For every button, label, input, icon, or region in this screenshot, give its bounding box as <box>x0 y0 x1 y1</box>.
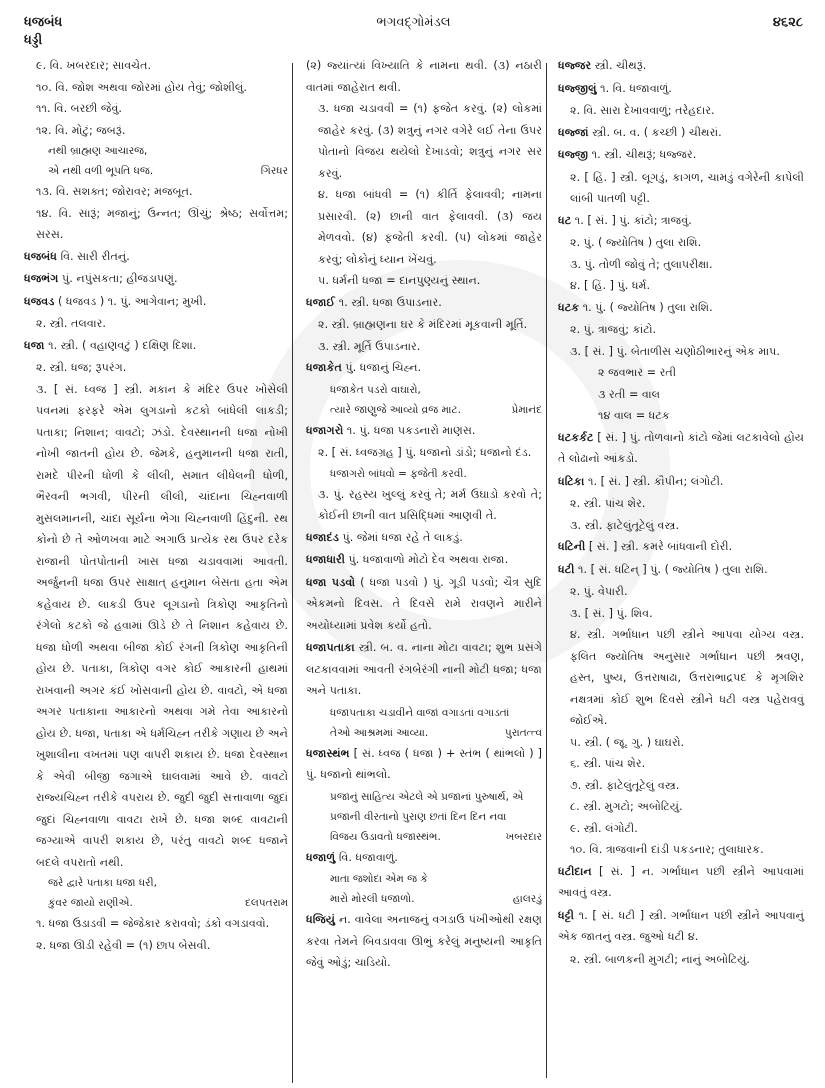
quote-line <box>330 400 542 420</box>
sense-definition: ૨. પું. ત્રાજવું; કાંટો. <box>570 323 657 336</box>
headword: ધટક <box>558 300 580 314</box>
dictionary-entry <box>306 909 542 974</box>
definition-text: ન. વાવેલા અનાજનું વગડાઉ પંખીઓથી રક્ષણ કરવા તેમને બિવડાવવા ઊભું કરેલું મનુષ્યની આકૃતિ જેવું ઓડું; ચાડિયો. <box>306 913 542 969</box>
headword: ધજિયું <box>306 913 335 926</box>
quote-source: પ્રેમાનંદ <box>511 403 542 416</box>
headword: ધટકર્કટ <box>558 430 594 444</box>
sense-definition: ૩. ધજા ચડાવવી = (૧) ફજેત કરવું. (૨) લોકમાં જાહેર કરવું. (૩) શત્રુનું નગર વગેરે લઈ તેના ઉપર પોતાનો વિજય થયેલો દેખાડવો; શત્રુનું નગર સર કરવું. <box>318 102 542 180</box>
definition-text: ૧. સ્ત્રી. ધજા ઉપાડનાર. <box>338 295 442 309</box>
sense-definition: ૩. [ સં. ] પું. શિવ. <box>570 606 653 620</box>
sense-definition: ૩. [ સં. ધ્વજ ] સ્ત્રી. મકાન કે મંદિર ઉપર ખોસેલી પવનમાં ફરફરે એમ લુગડાનો કટકો બાંધેલી લાકડી; પતાકા; નિશાન; વાવટો; ઝંડો. દેવસ્થાનની ધજા નોખી નોખી જાતની હોય છે. જેમકે, હનુમાનની ધજા રાતી, રામદે પીરની ધોળી કે લીલી, સમાત લીધેલની ધોળી, ભૈરવની ભગવી, પીરની લીલી, ચાંદાના ચિહ્નવાળી મુસલમાનની, ચાંદા સૂર્યના ભેગા ચિહ્નવાળી હિંદુની. રથ કોનો છે તે ઓળખવા માટે અગાઉ પ્રત્યેક રથ ઉપર દરેક રાજાની પોતપોતાની ખાસ ધજા ચડાવવામાં આવતી. અર્જુનની ધજા ઉપર સાક્ષાત્ હનુમાન બેસતા હતા એમ કહેવાય છે. લાકડી ઉપર લૂગડાનો ત્રિકોણ આકૃતિનો રંગેલો કટકો જે હવામાં ઊડે છે તે નિશાન કહેવાય છે. ધજા ધોળી અથવા બીજા કોઈ રંગની ત્રિકોણ આકૃતિની હોય છે. પતાકા, ત્રિકોણ વગર કોઈ આકારની હાથમાં રાખવાની અગર કંઈ ખોસવાની હોય છે. વાવટો, એ ધજા અગર પતાકાના આકારનો અથવા ગમે તેવા આકારનો હોય છે. ધજા, પતાકા એ ધર્મચિહ્ન તરીકે ગણાય છે અને ખુશાલીના વખતમાં પણ વાપરી શકાય છે. ધજા દેવસ્થાન કે એવી બીજી જગાએ ઘાલવામાં આવે છે. વાવટો રાજ્યચિહ્ન તરીકે વપરાય છે. જુદી જુદી સત્તાવાળા જુદાં જુદાં ચિહ્નવાળા વાવટા રાખે છે. ધજા શબ્દ વાવટાની જગ્યાએ વાપરી શકાય છે, પરંતુ વાવટો શબ્દ ધજાને બદલે વપરાતો નથી. <box>36 382 288 869</box>
quote-line-text: ત્યારે જાણુજે આવ્યો વ્રજ માટ. <box>330 403 461 416</box>
headword: ધજ્જાં <box>558 125 589 139</box>
quote-source: દલપતરામ <box>245 897 288 909</box>
sense-definition: ૧૪. વિ. સારૂં; મજાનું; ઉન્નત; ઊંચું; શ્રેષ્ઠ; સર્વોત્તમ; સરસ. <box>36 206 288 241</box>
quote-line-text: પ્રજાનું સાહિત્ય એટલે એ પ્રજાનાં પુરુષાર્થ, એ <box>330 790 524 803</box>
sense-definition: ૨. ધજા ઊડી રહેવી = (૧) છાપ બેસવી. <box>36 938 211 952</box>
dictionary-entry <box>306 572 542 637</box>
sense-definition: ૩. સ્ત્રી. ફાટેલુંતૂટેલું વસ્ત્ર. <box>570 518 680 532</box>
dictionary-entry <box>306 527 542 549</box>
headword: ધટ <box>558 213 572 227</box>
sense-definition: ૨. સ્ત્રી. ધજ; રૂપરંગ. <box>36 361 127 374</box>
citation-quote <box>24 141 288 181</box>
quote-line <box>48 893 288 913</box>
quote-line-text: માતા જશોદા એમ જ કે <box>330 873 428 885</box>
definition-text: [ સં. ] પું. તોળવાનો કાંટો જેમાં લટકાવેલો હોય તે લોઢાનો આંકડો. <box>558 430 804 465</box>
dictionary-entry <box>558 536 804 558</box>
dictionary-entry <box>24 291 288 313</box>
column-2 <box>306 55 542 975</box>
quote-line-text: પ્રજાની વીરતાનો પુરાણ છતાં દિન દિન નવા <box>330 810 507 823</box>
dictionary-entry <box>558 861 804 904</box>
quote-line-text: ધજાકેત પડરો વાઘારો, <box>330 383 421 396</box>
sense-definition: ૩. પું. રહસ્ય ખુલ્લું કરવું તે; મર્મ ઉઘાડો કરવો તે; કોઈની છાની વાત પ્રસિદ્ધિમાં આણવી તે. <box>318 487 542 522</box>
book-title: ભગવદ્ગોમંડલ <box>376 14 451 30</box>
sense-definition: ૯. વિ. ખબરદાર; સાવચેત. <box>36 59 152 72</box>
column-divider <box>292 63 293 1083</box>
sense-definition: ૩. પું. તોળી જોવું તે; તુલાપરીક્ષા. <box>570 257 713 271</box>
sense-definition: (૨) જ્યાંત્યાં વિખ્યાતિ કે નામના થવી. (૩) નઠારી વાતમાં જાહેરાત થવી. <box>306 59 542 94</box>
citation-quote <box>306 380 542 420</box>
quote-line <box>330 787 542 807</box>
sense-definition: ૧૦. વિ. જોશ અથવા જોરમાં હોય તેવું; જોશીલું. <box>36 80 247 94</box>
dictionary-entry <box>558 559 804 581</box>
sense-definition: ૮. સ્ત્રી. મુગટો; અબોટિયું. <box>570 800 683 813</box>
definition-text: ૧. [ સં. ] સ્ત્રી. કૌપીન; લંગોટી. <box>587 474 724 488</box>
headword: ધજાદંડ <box>306 530 339 544</box>
quote-line-text: ધજાગરો બાંધવો = ફજેતી કરવી. <box>330 467 467 480</box>
sense-definition: ૨. સ્ત્રી. પાંચ શેર. <box>570 497 646 510</box>
headword: ધજાકેત <box>306 361 342 374</box>
definition-text: પું. ધજાવાળો મોટો દેવ અથવા રાજા. <box>348 553 509 566</box>
quote-line-text: વિજય ઉડાવતો ધજાસ્થંભ. <box>330 830 441 843</box>
headword: ધટિકા <box>558 474 585 488</box>
column-3 <box>558 55 804 970</box>
measure-line: ૨ જવભાર = રતી <box>598 366 677 379</box>
dictionary-entry <box>558 427 804 470</box>
definition-text: [ સં. ] ન. ગર્ભાધાન પછી સ્ત્રીને આપવામાં આવતું વસ્ત્ર. <box>558 864 804 899</box>
definition-text: વિ. ધજાવાળું. <box>338 850 398 864</box>
column-1 <box>24 55 288 956</box>
page-header <box>24 12 803 32</box>
sense-definition: ૨. [ સં. ધ્વજગ્રહ ] પું. ધજાનો ડાંડો; ધજાનો દંડ. <box>318 446 532 459</box>
quote-line <box>330 827 542 847</box>
quote-line <box>48 161 288 181</box>
dictionary-entry <box>306 357 542 379</box>
measure-line: ૧૪ વાલ = ધટક <box>598 409 670 422</box>
quote-line-text: ધજાપતાકા ચડાવીને વાજાં વગાડતાં વગાડતાં <box>330 706 510 719</box>
definition-text: [ સં. ] સ્ત્રી. કમરે બાંધવાની દોરી. <box>588 540 733 553</box>
definition-text: પું. ધજાનું ચિહ્ન. <box>345 361 422 374</box>
definition-text: ૧. [ સં. ] પું. કાંટો; ત્રાજવું. <box>574 213 692 227</box>
quote-line <box>330 380 542 400</box>
sense-definition: ૪. ધજા બાંધવી = (૧) કીર્તિ ફેલાવવી; નામના પ્રસારવી. (૨) છાની વાત ફેલાવવી. (૩) જય મેળવવો. (૪) ફજેતી કરવી. (૫) લોકમાં જાહેર કરવું; લોકોનું ધ્યાન ખેંચવું. <box>318 188 542 266</box>
headword: ધટિની <box>558 540 586 553</box>
citation-quote <box>306 869 542 909</box>
sense-definition: ૨. સ્ત્રી. બ્રાહ્મણના ઘર કે મંદિરમાં મૂકવાની મૂર્તિ. <box>318 318 528 331</box>
quote-line-text: એ નથી વળી ભૂપતિ ધજ. <box>48 165 154 177</box>
sense-definition: ૧૧. વિ. બરછી જેવું. <box>36 102 122 115</box>
quote-source: પુરાતત્ત્વ <box>504 726 542 739</box>
headword: ધજ્જીલું <box>558 81 597 95</box>
left-guide-word: ધજબંધ <box>24 14 63 30</box>
dictionary-entry <box>306 637 542 702</box>
dictionary-entry <box>24 246 288 268</box>
quote-line <box>48 141 288 161</box>
quote-line-text: નથી બ્રાહ્મણ આચારજ, <box>48 145 148 157</box>
definition-text: ૧. [ સં. ધટી ] સ્ત્રી. ગર્ભાધાન પછી સ્ત્રીને આપવાનું એક જાતનું વસ્ત્ર. જુઓ ધટી ૪. <box>558 908 805 943</box>
quote-line-text: કુંવર જાયો રાણીએ. <box>48 897 133 909</box>
dictionary-entry <box>558 55 804 77</box>
headword: ધટ્ટી <box>558 908 574 922</box>
definition-text: ૧. સ્ત્રી. ચીથરૂં; ધજ્જર. <box>591 148 697 161</box>
sense-definition: ૨. સ્ત્રી. તલવાર. <box>36 317 106 330</box>
headword: ધજાધારી <box>306 553 345 566</box>
sense-definition: ૨. સ્ત્રી. બાળકની મુગટી; નાનું અબોટિયું. <box>570 952 750 966</box>
citation-quote <box>306 464 542 484</box>
sense-definition: ૧૦. વિ. ત્રાજવાની દાંડી પકડનાર; તુલાધારક. <box>570 843 764 856</box>
sense-definition: ૫. સ્ત્રી. ( જૂ. ગુ. ) ઘાઘરો. <box>570 735 685 749</box>
sense-definition: ૧. ધજા ઉડાડવી = જેજેકાર કરાવવો; ડંકો વગડાવવો. <box>36 917 270 930</box>
dictionary-entry <box>306 847 542 869</box>
quote-line <box>330 889 542 909</box>
definition-text: ૧. પું. ધજા પકડનારો માણસ. <box>346 423 476 437</box>
quote-line-text: તેઓ આશ્રમમાં આવ્યા. <box>330 726 429 739</box>
right-guide-word: ધડ્ડી <box>24 33 43 48</box>
dictionary-entry <box>558 122 804 144</box>
sense-definition: ૧૩. વિ. સશક્ત; જોરાવર; મજબૂત. <box>36 185 193 198</box>
definition-text: સ્ત્રી. બ. વ. ( કચ્છી ) ચીથરાં. <box>592 125 722 139</box>
sense-definition: ૩. [ સં. ] પું. બેતાળીસ ચણોઠીભારનું એક માપ. <box>570 344 780 358</box>
quote-line <box>330 869 542 889</box>
headword: ધજ્જર <box>558 59 592 72</box>
headword: ધટી <box>558 562 575 576</box>
headword: ધજાગરો <box>306 423 344 437</box>
headword: ધજાપતાકા <box>306 641 355 654</box>
measure-line: ૩ રતી = વાલ <box>598 387 661 401</box>
definition-text: ૧. વિ. ધજાવાળું. <box>600 81 672 95</box>
quote-source: ગિરધર <box>260 165 288 177</box>
sense-definition: ૨. પું. વેપારી. <box>570 585 628 598</box>
headword: ધજાસ્થંભ <box>306 746 350 760</box>
dictionary-entry <box>306 549 542 571</box>
sense-definition: ૫. ધર્મની ધજા = દાનપુણ્યનું સ્થાન. <box>318 274 481 287</box>
sense-definition: ૩. સ્ત્રી. મૂર્તિ ઉપાડનાર. <box>318 339 421 353</box>
dictionary-entry <box>558 78 804 100</box>
quote-source: ખબરદાર <box>505 830 542 843</box>
citation-quote <box>306 787 542 847</box>
column-divider <box>546 63 547 1078</box>
dictionary-entry <box>24 335 288 357</box>
quote-line <box>330 723 542 743</box>
headword: ધજ્જી <box>558 148 589 161</box>
sense-definition: ૬. સ્ત્રી. પાંચ શેર. <box>570 757 646 770</box>
measure-table <box>558 362 804 427</box>
definition-text: ( ધજવડ ) ૧. પું. આગેવાન; મુખી. <box>57 294 207 308</box>
sense-definition: ૭. સ્ત્રી. ફાટેલુંતૂટેલું વસ્ત્ર. <box>570 778 680 792</box>
sense-definition: ૨. વિ. સારા દેખાવવાળું; તરેહદાર. <box>570 104 715 117</box>
citation-quote <box>306 703 542 743</box>
definition-text: પું. જેમાં ધજા રહે તે લાકડું. <box>342 530 463 544</box>
dictionary-entry <box>558 905 804 948</box>
dictionary-entry <box>558 210 804 232</box>
definition-text: [ સં. ધ્વજ ( ધજા ) + સ્તંભ ( થાંભલો ) ] પું. ધજાનો થાંભલો. <box>306 746 542 781</box>
sense-definition: ૨. પું. ( જ્યોતિષ ) તુલા રાશિ. <box>570 236 702 249</box>
definition-text: ૧. સ્ત્રી. ( વહાણવટું ) દક્ષિણ દિશા. <box>48 338 197 352</box>
quote-line-text: મારો મોરલી ધજાળો. <box>330 893 415 905</box>
headword: ધજવડ <box>24 294 55 308</box>
headword: ધજભંગ <box>24 272 59 285</box>
definition-text: પું. નપુંસકતા; હીજડાપણું. <box>61 272 178 285</box>
dictionary-entry <box>306 292 542 314</box>
definition-text: વિ. સારી રીતનું. <box>60 249 130 263</box>
sense-definition: ૧૨. વિ. મોટું; જબરૂં. <box>36 123 126 137</box>
sense-definition: ૪. [ હિં. ] પું. ધર્મ. <box>570 279 651 292</box>
sense-definition: ૯. સ્ત્રી. લંગોટી. <box>570 821 638 835</box>
quote-source: હાલરડું <box>512 893 542 905</box>
definition-text: ૧. પું. ( જ્યોતિષ ) તુલા રાશિ. <box>582 300 713 314</box>
definition-text: સ્ત્રી. બ. વ. નાના મોટા વાવટા; શુભ પ્રસંગે લટકાવવામાં આવતી રંગબેરંગી નાની મોટી ધજા; ધજા અને પતાકા. <box>306 641 542 697</box>
dictionary-entry <box>24 268 288 290</box>
dictionary-entry <box>558 144 804 166</box>
headword: ધજાળું <box>306 850 336 864</box>
citation-quote <box>24 873 288 913</box>
definition-text: ( ધજા પડવો ) પું. ગૂડી પડવો; ચૈત્ર સુદિ એકમનો દિવસ. તે દિવસે રામે રાવણને મારીને અયોધ્યામાં પ્રવેશ કર્યો હતો. <box>306 575 542 632</box>
definition-text: સ્ત્રી. ચીથરૂં. <box>594 59 647 72</box>
quote-line-text: જરે દ્વારે પતાકા ધજા ધરી, <box>48 877 157 889</box>
headword: ધટીદાન <box>558 864 592 878</box>
dictionary-entry <box>306 743 542 786</box>
headword: ધજા <box>24 338 45 352</box>
quote-line <box>48 873 288 893</box>
headword: ધજા પડવો <box>306 575 356 589</box>
quote-line <box>330 703 542 723</box>
definition-text: ૧. [ સં. ધટિન્ ] પું. ( જ્યોતિષ ) તુલા રાશિ. <box>578 562 768 576</box>
headword: ધજબંધ <box>24 249 57 263</box>
dictionary-entry <box>558 297 804 319</box>
dictionary-entry <box>558 471 804 493</box>
sense-definition: ૪. સ્ત્રી. ગર્ભાધાન પછી સ્ત્રીને આપવા યોગ્ય વસ્ત્ર. ફલિત જ્યોતિષ અનુસાર ગર્ભાધાન પછી શ્રવણ, હસ્ત, પુષ્ય, ઉત્તરાષાઢા, ઉત્તરાભાદ્રપદ કે મૃગશિર નક્ષત્રમાં કોઈ શુભ દિવસે સ્ત્રીને ધટી વસ્ત્ર પહેરાવવું જોઈએ. <box>570 628 804 727</box>
sense-definition: ૨. [ હિં. ] સ્ત્રી. લૂગડું, કાગળ, ચામડું વગેરેની કાપેલી લાંબી પાતળી પટ્ટી. <box>570 170 804 205</box>
quote-line <box>330 807 542 827</box>
headword: ધજાઈ <box>306 295 336 309</box>
quote-line <box>330 464 542 484</box>
page-number: ૪૬૨૮ <box>772 14 803 30</box>
dictionary-entry <box>306 420 542 442</box>
